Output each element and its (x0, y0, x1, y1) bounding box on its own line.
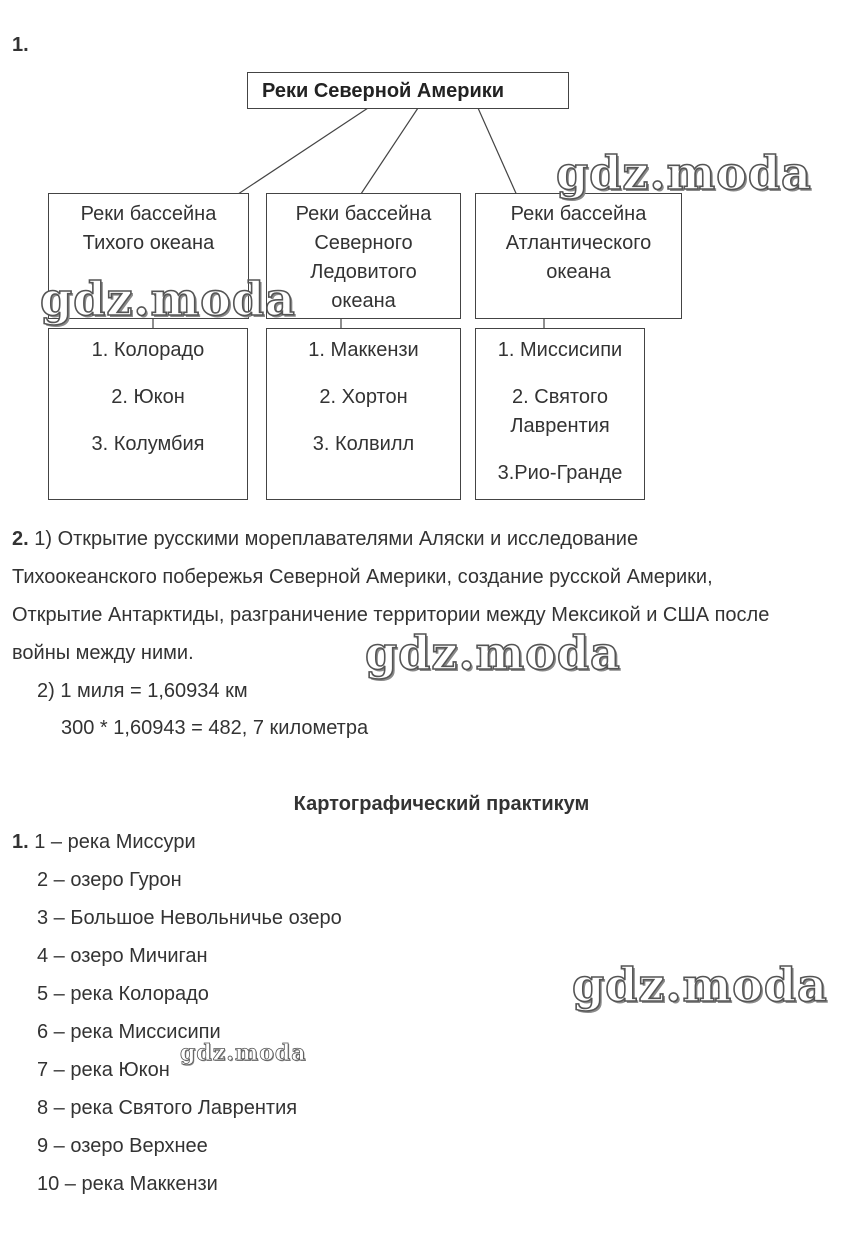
practicum-item (12, 823, 196, 861)
rivers-box-arctic (266, 328, 461, 500)
basin-title-line: Атлантического (505, 232, 652, 254)
watermark: gdz.moda (40, 272, 296, 326)
diagram-root-box: Реки Северной Америки (247, 72, 569, 109)
river-item: 1. Маккензи (308, 339, 419, 361)
basin-box-arctic (266, 193, 461, 319)
basin-title-line: Реки бассейна (80, 203, 217, 225)
section-2-line-2: Тихоокеанского побережья Северной Америки, создание русской Америки, (12, 566, 713, 588)
river-item: 1. Миссисипи (497, 339, 623, 361)
watermark: gdz.moda (572, 958, 828, 1012)
practicum-item: 5 – река Колорадо (37, 983, 209, 1005)
river-item: 2. Святого (512, 386, 608, 408)
section-2-line-1 (12, 520, 638, 558)
section-2-text: 1) Открытие русскими мореплавателями Аляски и исследование (28, 528, 639, 550)
watermark: gdz.moda (556, 146, 812, 200)
practicum-heading: Картографический практикум (293, 793, 590, 815)
basin-title-line: Северного (314, 232, 413, 254)
section-1-number: 1. (12, 34, 29, 56)
mile-conversion: 2) 1 миля = 1,60934 км (37, 680, 248, 702)
river-item: Лаврентия (510, 415, 610, 437)
practicum-item: 3 – Большое Невольничье озеро (37, 907, 342, 929)
basin-title-line: Реки бассейна (295, 203, 432, 225)
practicum-item: 6 – река Миссисипи (37, 1021, 221, 1043)
river-item: 1. Колорадо (91, 339, 205, 361)
river-item: 3. Колумбия (91, 433, 205, 455)
river-item: 2. Юкон (111, 386, 185, 408)
river-item: 3.Рио-Гранде (497, 462, 623, 484)
watermark: gdz.moda (180, 1040, 307, 1066)
section-2-line-3: Открытие Антарктиды, разграничение территории между Мексикой и США после (12, 604, 770, 626)
basin-title-line: океана (331, 290, 396, 312)
section-2-number: 2. (12, 528, 29, 550)
section-2-line-4: войны между ними. (12, 642, 194, 664)
basin-title-line: Тихого океана (82, 232, 215, 254)
practicum-item: 9 – озеро Верхнее (37, 1135, 208, 1157)
practicum-item: 2 – озеро Гурон (37, 869, 182, 891)
rivers-box-pacific (48, 328, 248, 500)
rivers-box-atlantic (475, 328, 645, 500)
practicum-item: 7 – река Юкон (37, 1059, 170, 1081)
river-item: 3. Колвилл (312, 433, 415, 455)
practicum-item-text: 1 – река Миссури (28, 831, 196, 853)
basin-box-atlantic (475, 193, 682, 319)
river-item: 2. Хортон (319, 386, 408, 408)
basin-title-line: океана (546, 261, 611, 283)
basin-box-pacific (48, 193, 249, 319)
basin-title-line: Ледовитого (310, 261, 417, 283)
practicum-item: 10 – река Маккензи (37, 1173, 218, 1195)
practicum-item: 4 – озеро Мичиган (37, 945, 208, 967)
practicum-number: 1. (12, 831, 29, 853)
distance-calculation: 300 * 1,60943 = 482, 7 километра (61, 717, 369, 739)
basin-title-line: Реки бассейна (510, 203, 647, 225)
practicum-item: 8 – река Святого Лаврентия (37, 1097, 298, 1119)
watermark: gdz.moda (365, 626, 621, 680)
